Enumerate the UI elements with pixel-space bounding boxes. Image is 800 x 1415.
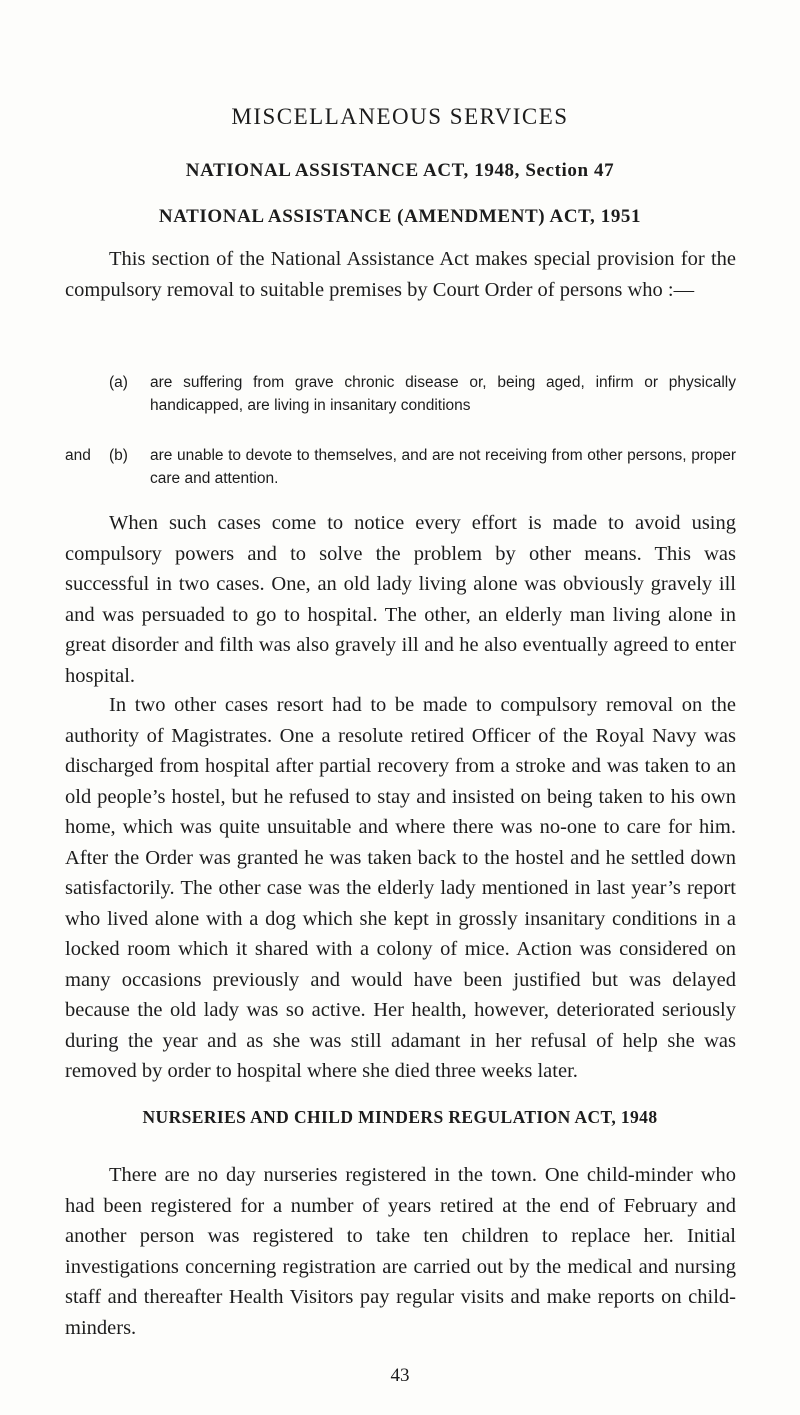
section-heading-national-assistance-act: NATIONAL ASSISTANCE ACT, 1948, Section 47 [185, 160, 615, 181]
section-heading-nurseries-act: NURSERIES AND CHILD MINDERS REGULATION ACT, 1948 [142, 1107, 658, 1127]
section-heading-amendment-act: NATIONAL ASSISTANCE (AMENDMENT) ACT, 1951 [158, 206, 642, 227]
paragraph-nurseries: There are no day nurseries registered in the town. One child-minder who had been registered for a number of years retired at the end of February and another person was registered to take ten children to replace her. Initial investigations concerning registration are carried out by the medical and nursing staff and thereafter Health Visitors pay regular visits and make reports on child-minders. [65, 1164, 736, 1339]
page-title: MISCELLANEOUS SERVICES [231, 104, 569, 129]
intro-paragraph: This section of the National Assistance Act makes special provision for the compulsory removal to suitable premises by Court Order of persons who :— [65, 248, 736, 301]
condition-prefix: and [65, 447, 91, 464]
condition-letter: (b) [109, 447, 128, 464]
condition-item-b [65, 444, 736, 490]
condition-item-a [65, 371, 736, 417]
condition-text: are unable to devote to themselves, and are not receiving from other persons, proper care and attention. [150, 447, 736, 487]
page-number: 43 [390, 1365, 410, 1386]
paragraph-avoiding-compulsory-powers: When such cases come to notice every effort is made to avoid using compulsory powers and to solve the problem by other means. This was successful in two cases. One, an old lady living alone was obviously gravely ill and was persuaded to go to hospital. The other, an elderly man living alone in great disorder and filth was also gravely ill and he also eventually agreed to enter hospital. [65, 512, 736, 687]
paragraph-compulsory-removal-cases: In two other cases resort had to be made to compulsory removal on the authority of Magistrates. One a resolute retired Officer of the Royal Navy was discharged from hospital after partial recovery from a stroke and was taken to an old people’s hostel, but he refused to stay and insisted on being taken to his own home, which was quite unsuitable and where there was no-one to care for him. After the Order was granted he was taken back to the hostel and he settled down satisfactorily. The other case was the elderly lady mentioned in last year’s report who lived alone with a dog which she kept in grossly insanitary conditions in a locked room which it shared with a colony of mice. Action was considered on many occasions previously and would have been justified but was delayed because the old lady was so active. Her health, however, deteriorated seriously during the year and as she was still adamant in her refusal of help she was removed by order to hospital where she died three weeks later. [65, 694, 736, 1082]
condition-text: are suffering from grave chronic disease or, being aged, infirm or physically handicapped, are living in insanitary conditions [150, 374, 736, 414]
condition-letter: (a) [109, 374, 128, 391]
